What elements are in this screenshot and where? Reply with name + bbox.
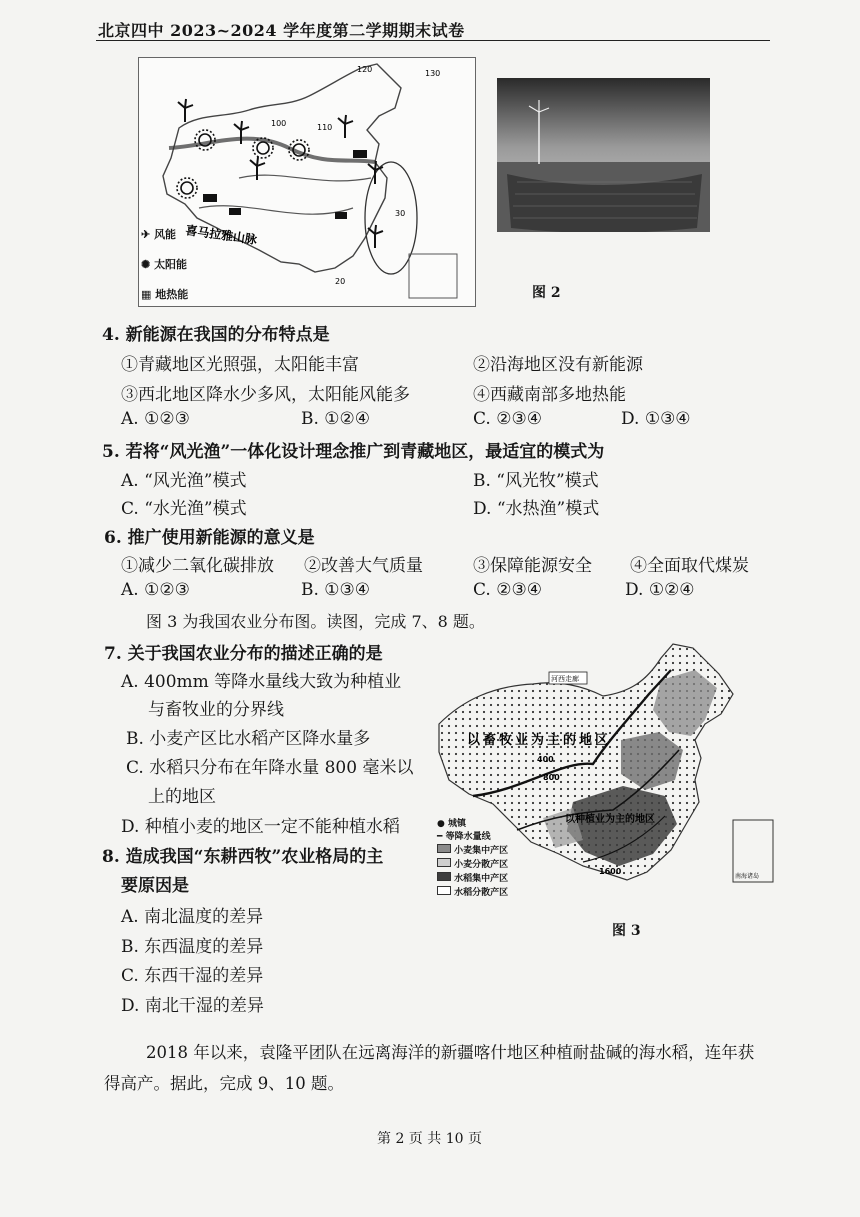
swatch-icon — [437, 844, 451, 853]
hexi-corridor-label: 河西走廊 — [551, 675, 579, 683]
q6-statement-3: ③保障能源安全 — [473, 556, 592, 576]
q4-option-a[interactable]: A. ①②③ — [121, 409, 190, 429]
lon-110: 110 — [317, 123, 333, 132]
q6-option-a[interactable]: A. ①②③ — [121, 580, 190, 600]
q5-option-b[interactable]: B. “风光牧”模式 — [473, 471, 599, 491]
passage-line-1: 2018 年以来，袁隆平团队在远离海洋的新疆喀什地区种植耐盐碱的海水稻，连年获 — [146, 1043, 755, 1062]
figure3-intro: 图 3 为我国农业分布图。读图，完成 7、8 题。 — [146, 612, 485, 631]
isohyet-1600: 1600 — [599, 867, 622, 876]
legend-wind: ✈︎ 风能 — [141, 228, 177, 241]
q8-option-d[interactable]: D. 南北干湿的差异 — [121, 996, 264, 1016]
q8-stem: 8. 造成我国“东耕西牧”农业格局的主 — [102, 847, 384, 867]
q4-statement-4: ④西藏南部多地热能 — [473, 385, 626, 405]
legend-isohyet: ━ 等降水量线 — [437, 832, 491, 842]
lon-100: 100 — [271, 119, 287, 128]
swatch-icon — [437, 858, 451, 867]
q7-stem: 7. 关于我国农业分布的描述正确的是 — [104, 644, 383, 664]
exam-header: 北京四中 2023~2024 学年度第二学期期末试卷 — [98, 21, 465, 40]
himalaya-label: 喜马拉雅山脉 — [184, 223, 258, 247]
legend-solar: ✺ 太阳能 — [141, 258, 188, 271]
q7-option-d[interactable]: D. 种植小麦的地区一定不能种植水稻 — [121, 817, 400, 837]
q6-option-c[interactable]: C. ②③④ — [473, 580, 542, 600]
q4-statement-3: ③西北地区降水少多风，太阳能风能多 — [121, 385, 410, 405]
legend-wheat-main: 小麦集中产区 — [437, 844, 508, 858]
pastoral-region-label: 以畜牧业为主的地区 — [467, 733, 612, 748]
legend-town: ● 城镇 — [437, 819, 467, 829]
wind-turbine-icon: ✈︎ — [141, 228, 151, 241]
q8-option-c[interactable]: C. 东西干湿的差异 — [121, 966, 264, 986]
q7-option-a-cont: 与畜牧业的分界线 — [148, 700, 284, 720]
lat-20: 20 — [335, 277, 346, 286]
q8-option-b[interactable]: B. 东西温度的差异 — [121, 937, 264, 957]
lon-130: 130 — [425, 69, 441, 78]
page-number: 第 2 页 共 10 页 — [377, 1131, 482, 1147]
q4-statement-2: ②沿海地区没有新能源 — [473, 355, 643, 375]
q5-stem: 5. 若将“风光渔”一体化设计理念推广到青藏地区，最适宜的模式为 — [102, 442, 605, 462]
q7-option-a[interactable]: A. 400mm 等降水量线大致为种植业 — [121, 672, 402, 692]
legend-rice-scattered: 水稻分散产区 — [437, 886, 508, 900]
isohyet-400: 400 — [537, 755, 554, 764]
dot-icon: ● — [437, 819, 445, 829]
sun-icon: ✺ — [141, 258, 151, 271]
lon-120: 120 — [357, 65, 373, 74]
q6-stem: 6. 推广使用新能源的意义是 — [104, 528, 315, 548]
q7-option-c[interactable]: C. 水稻只分布在年降水量 800 毫米以 — [126, 758, 414, 778]
line-icon: ━ — [437, 832, 443, 842]
q4-option-d[interactable]: D. ①③④ — [621, 409, 691, 429]
q6-statement-2: ②改善大气质量 — [304, 556, 423, 576]
legend-geothermal: ▦ 地热能 — [141, 288, 189, 301]
q4-option-b[interactable]: B. ①②④ — [301, 409, 371, 429]
q6-statement-1: ①减少二氧化碳排放 — [121, 556, 274, 576]
q4-statement-1: ①青藏地区光照强，太阳能丰富 — [121, 355, 359, 375]
q7-option-b[interactable]: B. 小麦产区比水稻产区降水量多 — [126, 729, 371, 749]
figure2-caption: 图 2 — [532, 285, 561, 301]
legend-wheat-scattered: 小麦分散产区 — [437, 858, 508, 872]
q6-option-b[interactable]: B. ①③④ — [301, 580, 371, 600]
q8-stem-cont: 要原因是 — [121, 876, 189, 896]
cropping-region-label: 以种植业为主的地区 — [565, 814, 655, 825]
passage-line-2: 得高产。据此，完成 9、10 题。 — [104, 1074, 344, 1093]
energy-distribution-map — [138, 57, 476, 307]
swatch-icon — [437, 886, 451, 895]
agri-legend — [437, 818, 508, 900]
q5-option-a[interactable]: A. “风光渔”模式 — [121, 471, 247, 491]
q5-option-d[interactable]: D. “水热渔”模式 — [473, 499, 600, 519]
figure3-caption: 图 3 — [612, 923, 641, 939]
isohyet-800: 800 — [543, 773, 560, 782]
header-rule — [96, 40, 770, 41]
legend-rice-main: 水稻集中产区 — [437, 872, 508, 886]
wind-solar-fishery-photo — [497, 78, 710, 232]
agriculture-distribution-map — [433, 640, 778, 908]
q4-stem: 4. 新能源在我国的分布特点是 — [102, 325, 330, 345]
q7-option-c-cont: 上的地区 — [148, 787, 216, 807]
q8-option-a[interactable]: A. 南北温度的差异 — [121, 907, 264, 927]
swatch-icon — [437, 872, 451, 881]
q6-statement-4: ④全面取代煤炭 — [630, 556, 749, 576]
lat-30: 30 — [395, 209, 406, 218]
q6-option-d[interactable]: D. ①②④ — [625, 580, 695, 600]
geothermal-icon: ▦ — [141, 288, 152, 301]
q5-option-c[interactable]: C. “水光渔”模式 — [121, 499, 247, 519]
inset-label: 南海诸岛 — [735, 873, 760, 880]
q4-option-c[interactable]: C. ②③④ — [473, 409, 542, 429]
